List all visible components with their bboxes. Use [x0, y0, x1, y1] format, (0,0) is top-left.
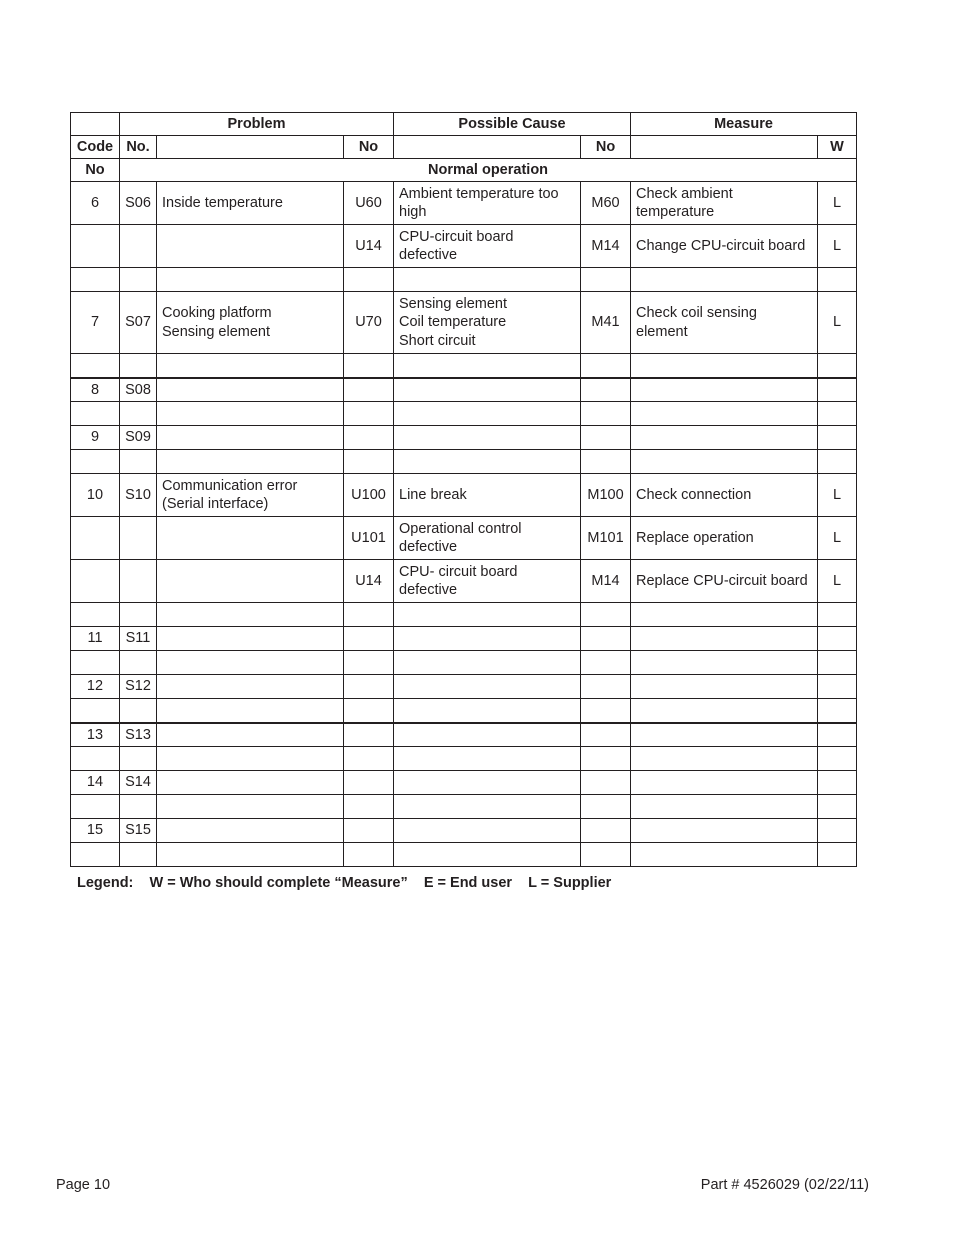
measure-cell — [631, 771, 818, 795]
who-cell: L — [818, 292, 857, 354]
problem-cell — [157, 354, 344, 378]
cause-cell: Ambient temperature too high — [394, 182, 581, 225]
code-cell — [71, 603, 120, 627]
who-cell — [818, 268, 857, 292]
problem-no-cell — [120, 354, 157, 378]
measure-no-cell — [581, 675, 631, 699]
cause-no-cell — [344, 268, 394, 292]
problem-no-cell: S10 — [120, 474, 157, 517]
problem-no-cell — [120, 517, 157, 560]
measure-no-cell — [581, 819, 631, 843]
code-cell — [71, 268, 120, 292]
who-cell — [818, 402, 857, 426]
problem-cell — [157, 771, 344, 795]
problem-cell — [157, 450, 344, 474]
cause-no-cell — [344, 426, 394, 450]
problem-cell — [157, 747, 344, 771]
measure-cell — [631, 378, 818, 402]
problem-no-cell: S09 — [120, 426, 157, 450]
measure-cell — [631, 795, 818, 819]
problem-cell — [157, 517, 344, 560]
table-row — [71, 354, 857, 378]
problem-cell — [157, 426, 344, 450]
who-cell — [818, 843, 857, 867]
measure-cell — [631, 843, 818, 867]
measure-no-cell — [581, 747, 631, 771]
code-cell: 6 — [71, 182, 120, 225]
cause-no-cell — [344, 402, 394, 426]
table-row — [71, 819, 857, 843]
measure-no-cell: M60 — [581, 182, 631, 225]
cause-cell — [394, 378, 581, 402]
problem-no-cell: S12 — [120, 675, 157, 699]
problem-no-cell — [120, 843, 157, 867]
who-cell: L — [818, 474, 857, 517]
table-row — [71, 723, 857, 747]
measure-cell: Change CPU-circuit board — [631, 225, 818, 268]
code-cell: 10 — [71, 474, 120, 517]
code-cell: 9 — [71, 426, 120, 450]
problem-cell — [157, 627, 344, 651]
cause-cell — [394, 627, 581, 651]
problem-no-cell: S06 — [120, 182, 157, 225]
table-row — [71, 771, 857, 795]
measure-cell — [631, 723, 818, 747]
problem-no-cell — [120, 450, 157, 474]
measure-cell — [631, 627, 818, 651]
measure-cell — [631, 268, 818, 292]
header-measure: Measure — [631, 113, 857, 136]
who-cell: L — [818, 225, 857, 268]
who-cell — [818, 795, 857, 819]
who-cell: L — [818, 560, 857, 603]
code-cell — [71, 651, 120, 675]
who-cell — [818, 675, 857, 699]
measure-cell: Replace CPU-circuit board — [631, 560, 818, 603]
problem-no-cell: S08 — [120, 378, 157, 402]
header-normal-operation: Normal operation — [120, 159, 857, 182]
cause-cell: Operational control defective — [394, 517, 581, 560]
problem-cell — [157, 675, 344, 699]
problem-no-cell — [120, 747, 157, 771]
cause-no-cell — [344, 378, 394, 402]
who-cell — [818, 699, 857, 723]
who-cell — [818, 723, 857, 747]
cause-no-cell: U60 — [344, 182, 394, 225]
measure-cell: Check ambient temperature — [631, 182, 818, 225]
problem-no-cell — [120, 225, 157, 268]
table-row — [71, 474, 857, 517]
header-problem-no: No. — [120, 136, 157, 159]
table-body — [71, 182, 857, 867]
code-cell — [71, 795, 120, 819]
problem-cell — [157, 651, 344, 675]
cause-cell — [394, 603, 581, 627]
cause-cell — [394, 843, 581, 867]
cause-no-cell: U70 — [344, 292, 394, 354]
table-row — [71, 603, 857, 627]
cause-no-cell — [344, 747, 394, 771]
problem-no-cell: S13 — [120, 723, 157, 747]
problem-no-cell — [120, 795, 157, 819]
table-row — [71, 699, 857, 723]
header-problem: Problem — [120, 113, 394, 136]
table-row — [71, 675, 857, 699]
cause-cell — [394, 771, 581, 795]
table-row — [71, 450, 857, 474]
problem-cell — [157, 699, 344, 723]
problem-cell: Inside temperature — [157, 182, 344, 225]
header-possible-cause: Possible Cause — [394, 113, 631, 136]
cause-cell — [394, 795, 581, 819]
problem-no-cell — [120, 268, 157, 292]
cause-cell — [394, 426, 581, 450]
measure-no-cell — [581, 723, 631, 747]
measure-no-cell — [581, 795, 631, 819]
header-code: Code — [71, 136, 120, 159]
measure-no-cell — [581, 450, 631, 474]
cause-no-cell — [344, 843, 394, 867]
cause-no-cell — [344, 603, 394, 627]
problem-cell — [157, 378, 344, 402]
who-cell: L — [818, 182, 857, 225]
cause-no-cell — [344, 819, 394, 843]
page-number: Page 10 — [56, 1177, 111, 1193]
problem-no-cell — [120, 402, 157, 426]
cause-no-cell: U14 — [344, 560, 394, 603]
problem-no-cell: S15 — [120, 819, 157, 843]
cause-cell: CPU-circuit board defective — [394, 225, 581, 268]
header-blank — [71, 113, 120, 136]
problem-cell — [157, 402, 344, 426]
measure-no-cell: M101 — [581, 517, 631, 560]
legend: Legend: W = Who should complete “Measure” E = End user L = Supplier — [77, 875, 612, 891]
who-cell — [818, 651, 857, 675]
cause-cell — [394, 354, 581, 378]
cause-no-cell: U14 — [344, 225, 394, 268]
who-cell — [818, 378, 857, 402]
who-cell — [818, 627, 857, 651]
cause-no-cell — [344, 771, 394, 795]
measure-no-cell — [581, 699, 631, 723]
code-cell — [71, 699, 120, 723]
measure-no-cell — [581, 603, 631, 627]
problem-no-cell — [120, 651, 157, 675]
problem-no-cell — [120, 560, 157, 603]
table-row — [71, 225, 857, 268]
cause-cell — [394, 675, 581, 699]
measure-cell — [631, 819, 818, 843]
measure-cell — [631, 747, 818, 771]
code-cell: 13 — [71, 723, 120, 747]
who-cell — [818, 603, 857, 627]
table-row — [71, 517, 857, 560]
cause-cell — [394, 699, 581, 723]
problem-cell — [157, 723, 344, 747]
problem-cell — [157, 795, 344, 819]
code-cell — [71, 560, 120, 603]
problem-cell — [157, 603, 344, 627]
code-cell — [71, 517, 120, 560]
table-row — [71, 795, 857, 819]
problem-cell — [157, 225, 344, 268]
cause-cell — [394, 723, 581, 747]
cause-cell — [394, 819, 581, 843]
code-cell: 11 — [71, 627, 120, 651]
table-row — [71, 747, 857, 771]
problem-no-cell: S11 — [120, 627, 157, 651]
cause-no-cell: U100 — [344, 474, 394, 517]
measure-no-cell: M14 — [581, 560, 631, 603]
measure-no-cell — [581, 354, 631, 378]
table-row — [71, 182, 857, 225]
measure-cell — [631, 426, 818, 450]
cause-cell: CPU- circuit board defective — [394, 560, 581, 603]
cause-cell — [394, 268, 581, 292]
measure-cell: Check coil sensing element — [631, 292, 818, 354]
cause-no-cell — [344, 795, 394, 819]
problem-no-cell — [120, 603, 157, 627]
problem-cell — [157, 843, 344, 867]
code-cell: 14 — [71, 771, 120, 795]
table-row — [71, 378, 857, 402]
measure-no-cell — [581, 426, 631, 450]
table-row — [71, 268, 857, 292]
measure-cell — [631, 354, 818, 378]
measure-no-cell: M41 — [581, 292, 631, 354]
cause-no-cell — [344, 354, 394, 378]
who-cell: L — [818, 517, 857, 560]
header-measure-text — [631, 136, 818, 159]
cause-no-cell: U101 — [344, 517, 394, 560]
header-problem-text — [157, 136, 344, 159]
code-cell — [71, 747, 120, 771]
code-cell: 7 — [71, 292, 120, 354]
cause-no-cell — [344, 699, 394, 723]
troubleshooting-table — [70, 112, 857, 867]
cause-no-cell — [344, 450, 394, 474]
header-row-groups — [71, 113, 857, 136]
measure-cell — [631, 699, 818, 723]
problem-cell — [157, 560, 344, 603]
cause-no-cell — [344, 651, 394, 675]
problem-cell: Cooking platform Sensing element — [157, 292, 344, 354]
measure-cell: Check connection — [631, 474, 818, 517]
problem-cell: Communication error (Serial interface) — [157, 474, 344, 517]
table-row — [71, 292, 857, 354]
table-row — [71, 426, 857, 450]
cause-cell — [394, 402, 581, 426]
header-cause-text — [394, 136, 581, 159]
cause-no-cell — [344, 627, 394, 651]
who-cell — [818, 450, 857, 474]
measure-no-cell — [581, 268, 631, 292]
measure-cell: Replace operation — [631, 517, 818, 560]
who-cell — [818, 354, 857, 378]
code-cell — [71, 402, 120, 426]
measure-no-cell — [581, 843, 631, 867]
cause-cell: Sensing element Coil temperature Short circuit — [394, 292, 581, 354]
table-row — [71, 627, 857, 651]
header-row-normal — [71, 159, 857, 182]
measure-no-cell — [581, 771, 631, 795]
header-cause-no: No — [344, 136, 394, 159]
who-cell — [818, 426, 857, 450]
code-cell: 8 — [71, 378, 120, 402]
measure-cell — [631, 675, 818, 699]
table-row — [71, 560, 857, 603]
measure-no-cell — [581, 378, 631, 402]
cause-no-cell — [344, 723, 394, 747]
problem-no-cell — [120, 699, 157, 723]
code-cell: 15 — [71, 819, 120, 843]
table-row — [71, 843, 857, 867]
who-cell — [818, 747, 857, 771]
header-code-no: No — [71, 159, 120, 182]
problem-cell — [157, 819, 344, 843]
problem-no-cell: S14 — [120, 771, 157, 795]
problem-no-cell: S07 — [120, 292, 157, 354]
cause-cell — [394, 450, 581, 474]
header-who: W — [818, 136, 857, 159]
measure-cell — [631, 651, 818, 675]
header-measure-no: No — [581, 136, 631, 159]
cause-cell — [394, 651, 581, 675]
measure-cell — [631, 603, 818, 627]
cause-cell — [394, 747, 581, 771]
measure-no-cell: M100 — [581, 474, 631, 517]
code-cell — [71, 843, 120, 867]
problem-cell — [157, 268, 344, 292]
code-cell: 12 — [71, 675, 120, 699]
part-number: Part # 4526029 (02/22/11) — [700, 1177, 869, 1193]
who-cell — [818, 819, 857, 843]
cause-cell: Line break — [394, 474, 581, 517]
table-row — [71, 651, 857, 675]
cause-no-cell — [344, 675, 394, 699]
who-cell — [818, 771, 857, 795]
header-row-columns — [71, 136, 857, 159]
measure-no-cell — [581, 627, 631, 651]
measure-cell — [631, 402, 818, 426]
code-cell — [71, 225, 120, 268]
table-row — [71, 402, 857, 426]
code-cell — [71, 450, 120, 474]
measure-cell — [631, 450, 818, 474]
measure-no-cell — [581, 651, 631, 675]
measure-no-cell — [581, 402, 631, 426]
code-cell — [71, 354, 120, 378]
measure-no-cell: M14 — [581, 225, 631, 268]
